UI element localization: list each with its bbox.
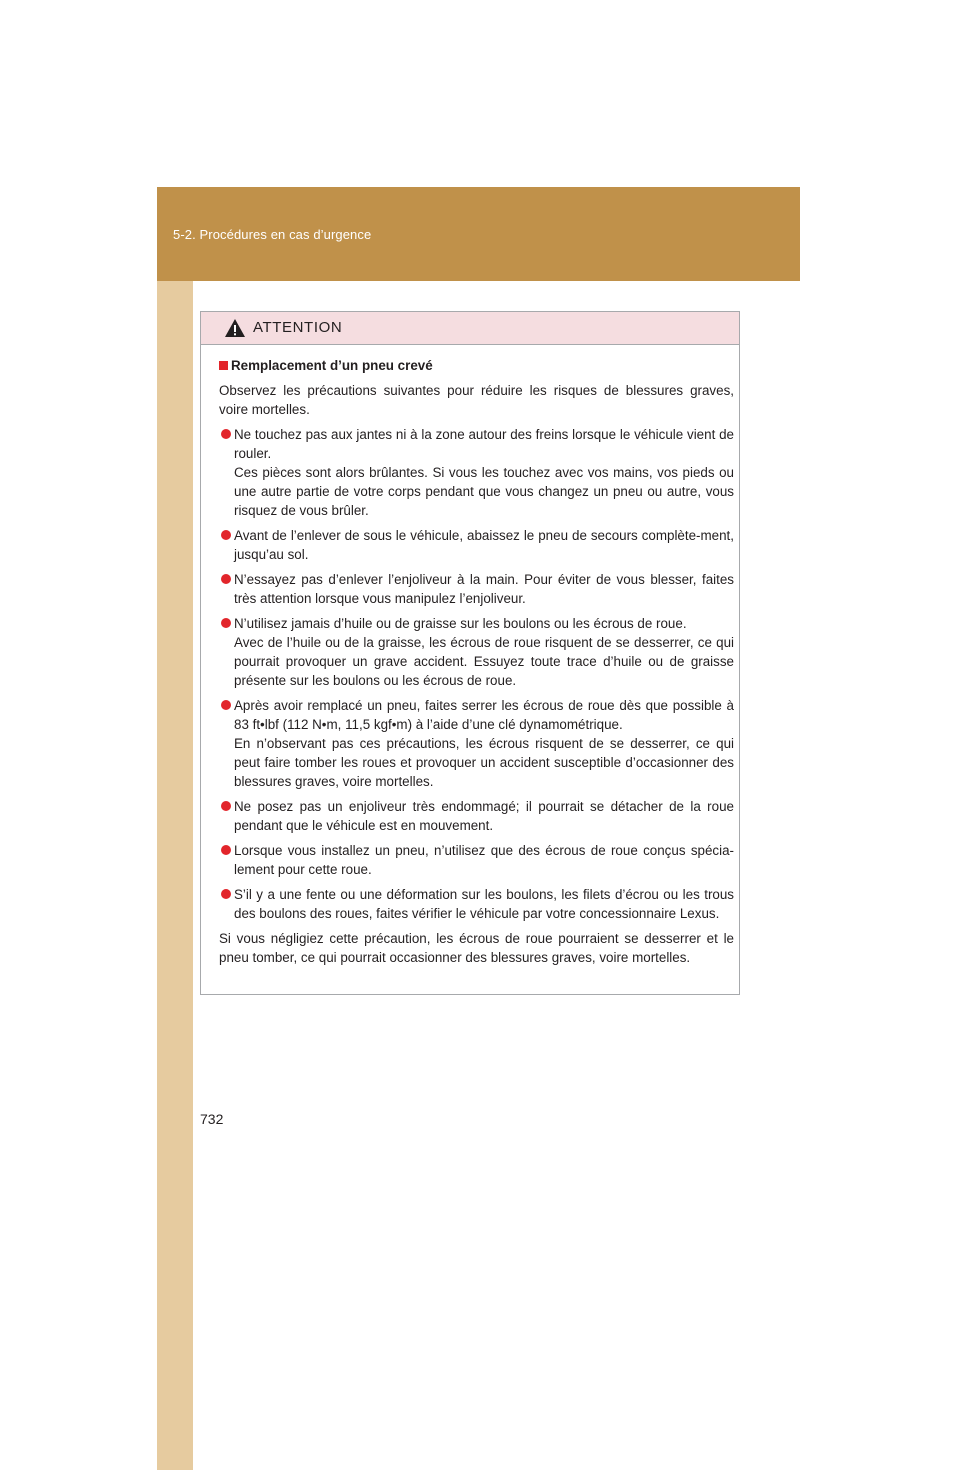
warning-body xyxy=(201,345,739,967)
warning-subheading xyxy=(219,356,734,375)
precaution-item xyxy=(219,570,734,608)
warning-triangle-icon xyxy=(224,318,246,338)
precaution-text: Après avoir remplacé un pneu, faites serrer les écrous de roue dès que possible à 83 ft•lbf (112 N•m, 11,5 kgf•m) à l’aide d’une clé dynamométrique. xyxy=(234,698,734,732)
precaution-text: N’utilisez jamais d’huile ou de graisse sur les boulons ou les écrous de roue. xyxy=(234,616,687,631)
precaution-text: Ne touchez pas aux jantes ni à la zone autour des freins lorsque le véhicule vient de rouler. xyxy=(234,427,734,461)
precaution-text: Ces pièces sont alors brûlantes. Si vous les touchez avec vos mains, vos pieds ou une autre partie de votre corps pendant que vous changez un pneu ou autre, vous risquez de vous brûler. xyxy=(234,465,734,518)
section-header-band xyxy=(157,187,800,281)
warning-title: ATTENTION xyxy=(253,319,343,336)
round-bullet-icon xyxy=(221,574,231,584)
round-bullet-icon xyxy=(221,889,231,899)
warning-outro: Si vous négligiez cette précaution, les écrous de roue pourraient se desserrer et le pneu tomber, ce qui pourrait occasionner des blessures graves, voire mortelles. xyxy=(219,931,734,965)
precaution-item xyxy=(219,526,734,564)
precaution-item xyxy=(219,841,734,879)
section-title: 5-2. Procédures en cas d’urgence xyxy=(173,227,372,242)
round-bullet-icon xyxy=(221,801,231,811)
side-strip xyxy=(157,281,193,1470)
round-bullet-icon xyxy=(221,618,231,628)
round-bullet-icon xyxy=(221,845,231,855)
page-number: 732 xyxy=(200,1111,224,1127)
round-bullet-icon xyxy=(221,429,231,439)
precaution-item xyxy=(219,885,734,923)
precaution-text: En n’observant pas ces précautions, les écrous risquent de se desserrer, ce qui peut faire tomber les roues et provoquer un accident susceptible d’occasionner des blessures graves, voire mortelles. xyxy=(234,736,734,789)
warning-subheading-text: Remplacement d’un pneu crevé xyxy=(231,358,433,373)
precaution-item xyxy=(219,696,734,791)
precaution-text: Lorsque vous installez un pneu, n’utilisez que des écrous de roue conçus spécia-lement pour cette roue. xyxy=(234,843,734,877)
precaution-text: Ne posez pas un enjoliveur très endommagé; il pourrait se détacher de la roue pendant que le véhicule est en mouvement. xyxy=(234,799,734,833)
round-bullet-icon xyxy=(221,700,231,710)
warning-box xyxy=(200,311,740,995)
precaution-item xyxy=(219,797,734,835)
precaution-item xyxy=(219,425,734,520)
precaution-text: Avec de l’huile ou de la graisse, les écrous de roue risquent de se desserrer, ce qui pourrait provoquer un grave accident. Essuyez toute trace d’huile ou de graisse présente sur les boulons ou les écrous de roue. xyxy=(234,635,734,688)
precaution-list xyxy=(219,425,734,923)
precaution-text: S’il y a une fente ou une déformation sur les boulons, les filets d’écrou ou les trous des boulons des roues, faites vérifier le véhicule par votre concessionnaire Lexus. xyxy=(234,887,734,921)
round-bullet-icon xyxy=(221,530,231,540)
precaution-text: Avant de l’enlever de sous le véhicule, abaissez le pneu de secours complète-ment, jusqu’au sol. xyxy=(234,528,734,562)
warning-header xyxy=(201,312,739,345)
square-bullet-icon xyxy=(219,361,228,370)
precaution-text: N’essayez pas d’enlever l’enjoliveur à la main. Pour éviter de vous blesser, faites très attention lorsque vous manipulez l’enjoliveur. xyxy=(234,572,734,606)
warning-intro: Observez les précautions suivantes pour réduire les risques de blessures graves, voire mortelles. xyxy=(219,383,734,417)
precaution-item xyxy=(219,614,734,690)
